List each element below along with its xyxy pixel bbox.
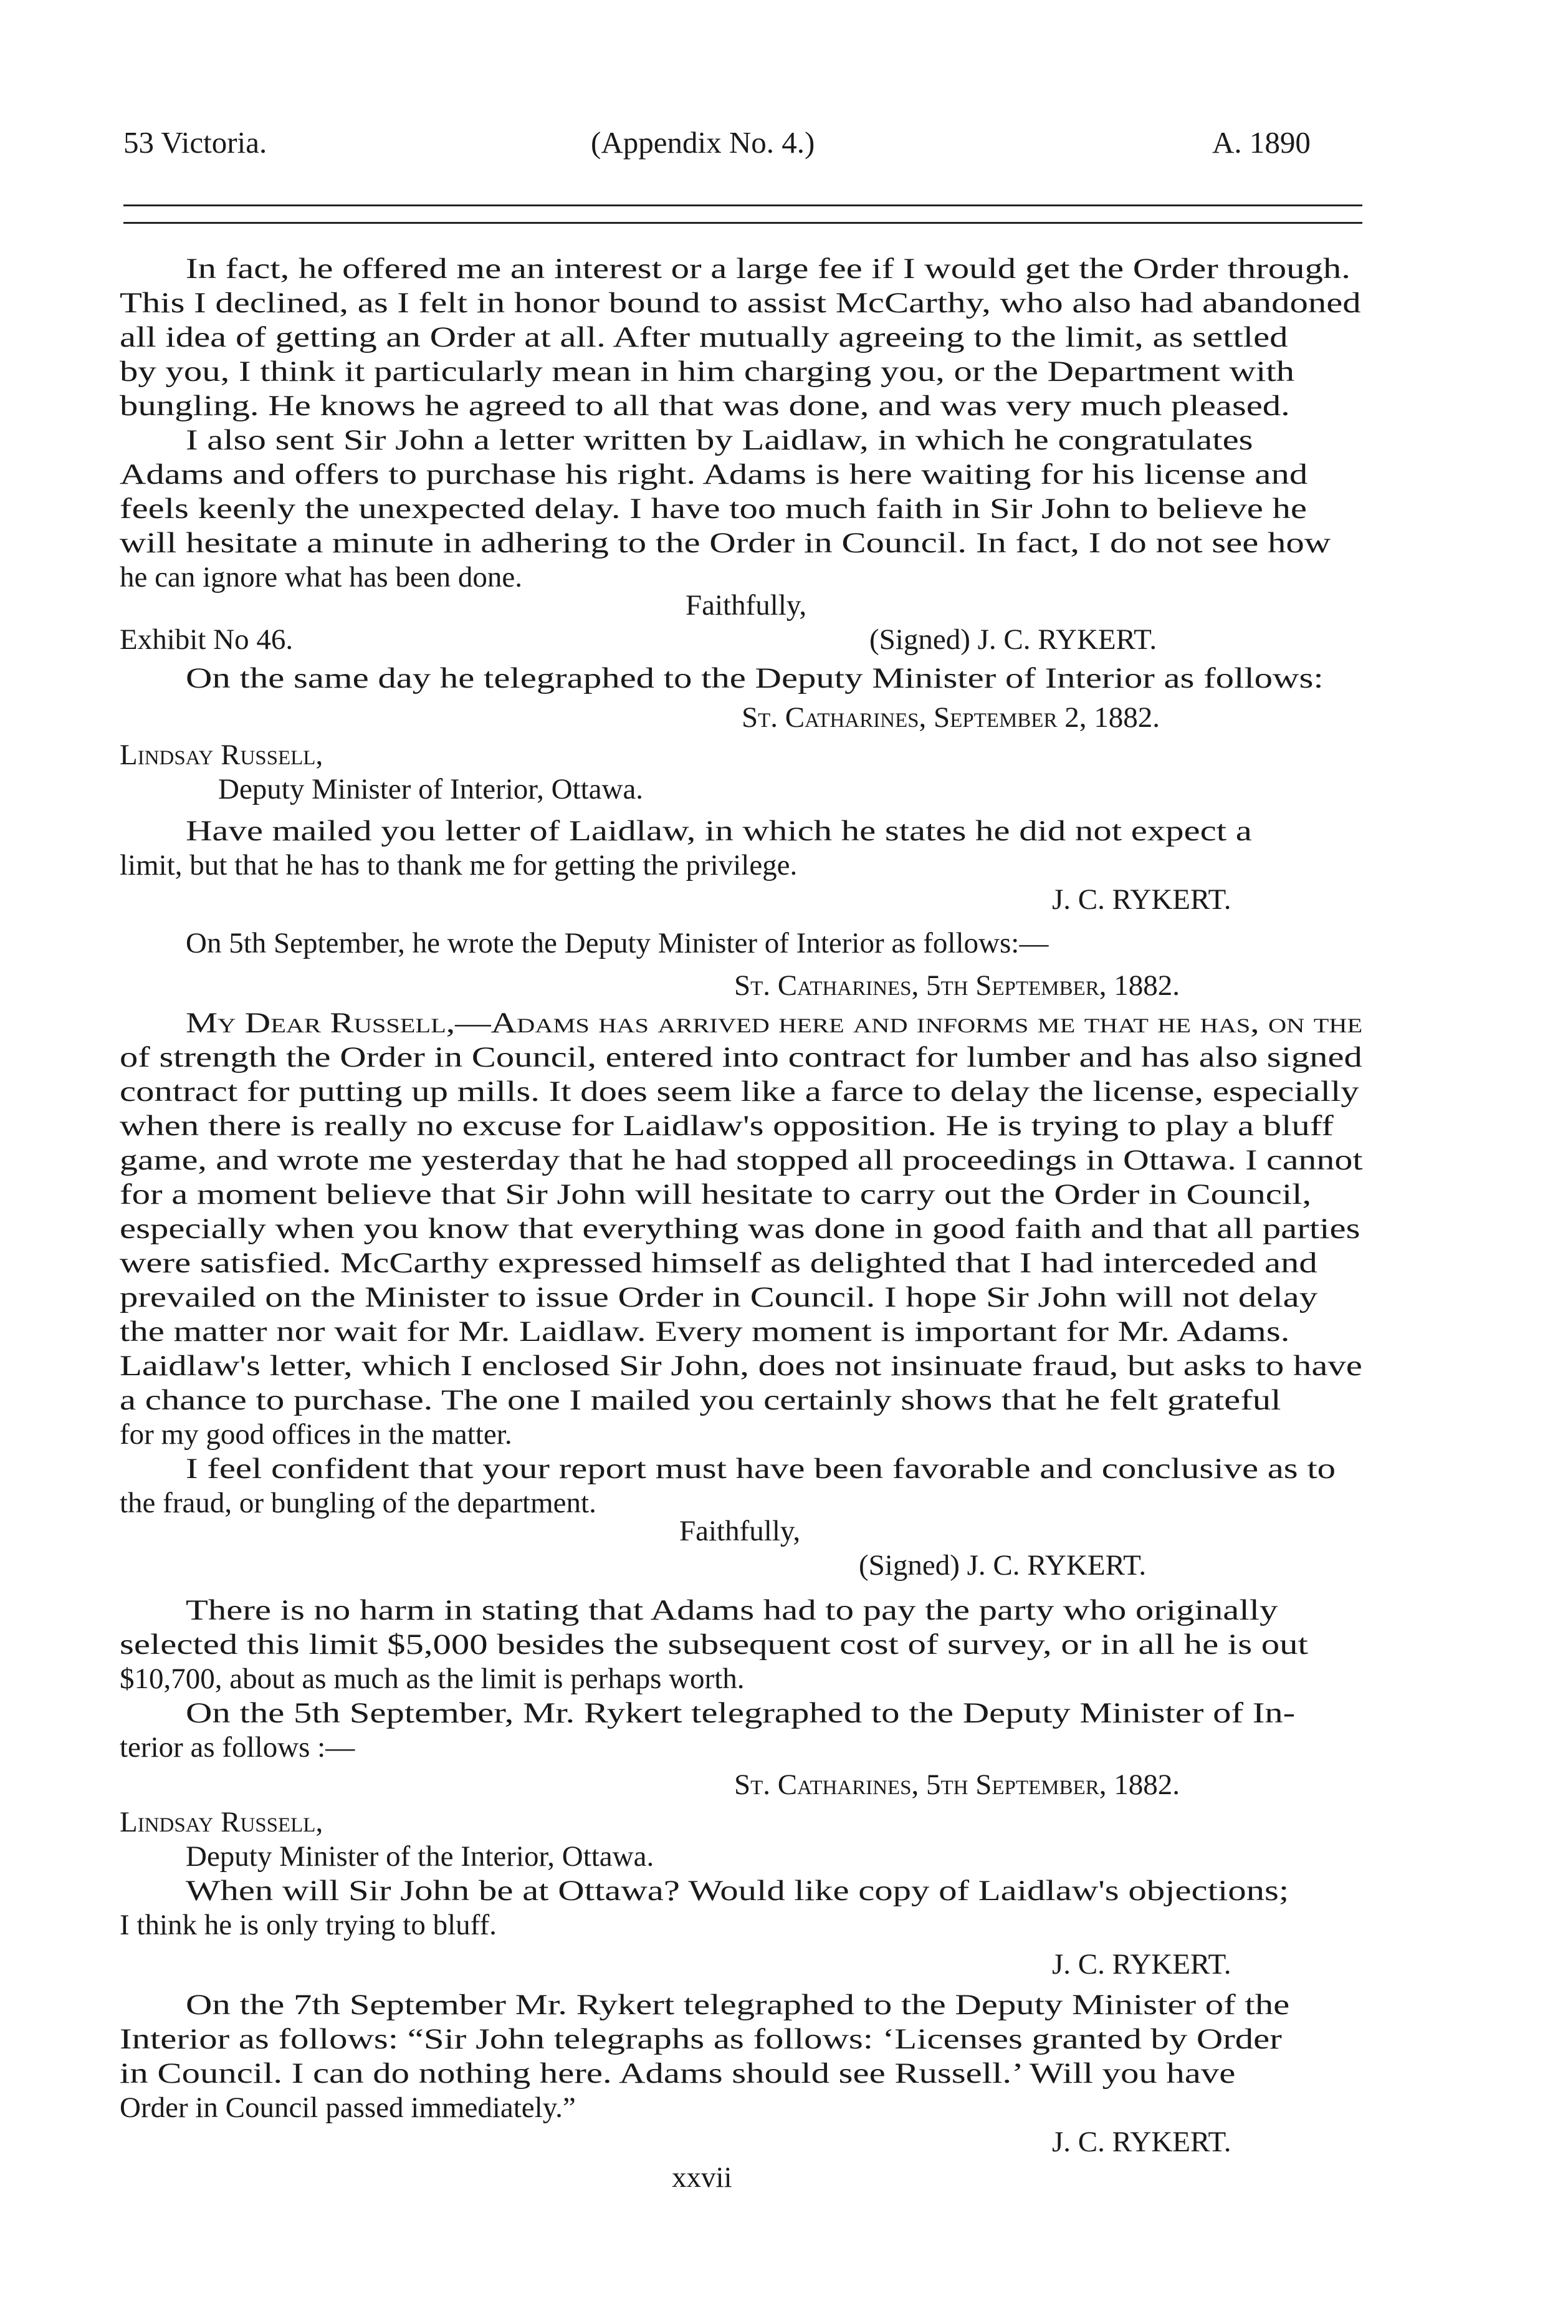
- text-line: When will Sir John be at Ottawa? Would like copy of Laidlaw's objections;: [186, 1875, 1289, 1907]
- text-line: On the same day he telegraphed to the Deputy Minister of Interior as follows:: [186, 662, 1324, 694]
- text-line: bungling. He knows he agreed to all that was done, and was very much pleased.: [120, 390, 1290, 422]
- text-line: Faithfully,: [679, 1515, 801, 1547]
- text-line: Have mailed you letter of Laidlaw, in which he states he did not expect a: [186, 815, 1252, 847]
- text-line: of strength the Order in Council, entered into contract for lumber and has also signed: [120, 1041, 1362, 1073]
- text-line: selected this limit $5,000 besides the subsequent cost of survey, or in all he is out: [120, 1628, 1308, 1661]
- text-line: Exhibit No 46.: [120, 623, 294, 656]
- text-line: xxvii: [672, 2161, 732, 2194]
- header-center: (Appendix No. 4.): [591, 125, 815, 160]
- text-line: J. C. RYKERT.: [1052, 883, 1231, 916]
- text-line: Laidlaw's letter, which I enclosed Sir John, does not insinuate fraud, but asks to have: [120, 1350, 1362, 1382]
- text-line: On 5th September, he wrote the Deputy Minister of Interior as follows:—: [186, 927, 1049, 959]
- text-line: contract for putting up mills. It does seem like a farce to delay the license, especially: [120, 1075, 1359, 1108]
- text-line: I feel confident that your report must have been favorable and conclusive as to: [186, 1452, 1336, 1485]
- text-line: Deputy Minister of Interior, Ottawa.: [218, 773, 644, 805]
- text-line: he can ignore what has been done.: [120, 561, 522, 593]
- text-line: (Signed) J. C. RYKERT.: [869, 623, 1157, 656]
- text-line: There is no harm in stating that Adams had to pay the party who originally: [186, 1594, 1278, 1626]
- text-line: game, and wrote me yesterday that he had stopped all proceedings in Ottawa. I cannot: [120, 1144, 1363, 1176]
- text-line: the matter nor wait for Mr. Laidlaw. Every moment is important for Mr. Adams.: [120, 1315, 1290, 1348]
- text-line: Lindsay Russell,: [120, 739, 323, 771]
- text-line: Order in Council passed immediately.”: [120, 2091, 576, 2124]
- text-line: a chance to purchase. The one I mailed you certainly shows that he felt grateful: [120, 1384, 1281, 1416]
- text-line: My Dear Russell,—Adams has arrived here and informs me that he has, on the: [186, 1007, 1363, 1039]
- text-line: Interior as follows: “Sir John telegraphs as follows: ‘Licenses granted by Order: [120, 2023, 1282, 2055]
- header-rule-top: [123, 204, 1362, 206]
- text-line: St. Catharines, September 2, 1882.: [742, 701, 1160, 734]
- text-line: in Council. I can do nothing here. Adams should see Russell.’ Will you have: [120, 2057, 1236, 2090]
- text-line: This I declined, as I felt in honor bound to assist McCarthy, who also had abandoned: [120, 287, 1361, 319]
- text-line: Lindsay Russell,: [120, 1806, 323, 1838]
- header-right: A. 1890: [1212, 125, 1311, 160]
- text-line: will hesitate a minute in adhering to the Order in Council. In fact, I do not see how: [120, 527, 1331, 559]
- text-line: I also sent Sir John a letter written by Laidlaw, in which he congratulates: [186, 424, 1253, 456]
- text-line: Adams and offers to purchase his right. Adams is here waiting for his license and: [120, 458, 1308, 491]
- text-line: On the 7th September Mr. Rykert telegraphed to the Deputy Minister of the: [186, 1989, 1290, 2021]
- text-line: St. Catharines, 5th September, 1882.: [734, 969, 1180, 1002]
- text-line: limit, but that he has to thank me for getting the privilege.: [120, 849, 798, 881]
- text-line: for a moment believe that Sir John will hesitate to carry out the Order in Council,: [120, 1178, 1312, 1211]
- text-line: (Signed) J. C. RYKERT.: [859, 1549, 1147, 1582]
- header-rule-bottom: [123, 222, 1362, 224]
- text-line: Faithfully,: [686, 589, 807, 622]
- text-line: St. Catharines, 5th September, 1882.: [734, 1769, 1180, 1801]
- text-line: prevailed on the Minister to issue Order in Council. I hope Sir John will not delay: [120, 1281, 1318, 1313]
- text-line: for my good offices in the matter.: [120, 1418, 512, 1451]
- text-line: I think he is only trying to bluff.: [120, 1909, 497, 1941]
- text-line: especially when you know that everything was done in good faith and that all parties: [120, 1212, 1360, 1245]
- text-line: J. C. RYKERT.: [1052, 2126, 1231, 2158]
- text-line: were satisfied. McCarthy expressed himself as delighted that I had interceded and: [120, 1247, 1317, 1279]
- text-line: by you, I think it particularly mean in him charging you, or the Department with: [120, 355, 1295, 388]
- header-left: 53 Victoria.: [123, 125, 267, 160]
- text-line: feels keenly the unexpected delay. I have too much faith in Sir John to believe he: [120, 492, 1307, 525]
- text-line: terior as follows :—: [120, 1731, 355, 1764]
- text-line: Deputy Minister of the Interior, Ottawa.: [186, 1840, 654, 1873]
- text-line: when there is really no excuse for Laidlaw's opposition. He is trying to play a bluff: [120, 1110, 1334, 1142]
- text-line: all idea of getting an Order at all. After mutually agreeing to the limit, as settled: [120, 321, 1288, 353]
- text-line: the fraud, or bungling of the department.: [120, 1487, 596, 1519]
- text-line: In fact, he offered me an interest or a large fee if I would get the Order through.: [186, 252, 1350, 285]
- text-line: On the 5th September, Mr. Rykert telegraphed to the Deputy Minister of In-: [186, 1697, 1296, 1729]
- text-line: J. C. RYKERT.: [1052, 1948, 1231, 1981]
- text-line: $10,700, about as much as the limit is perhaps worth.: [120, 1663, 745, 1695]
